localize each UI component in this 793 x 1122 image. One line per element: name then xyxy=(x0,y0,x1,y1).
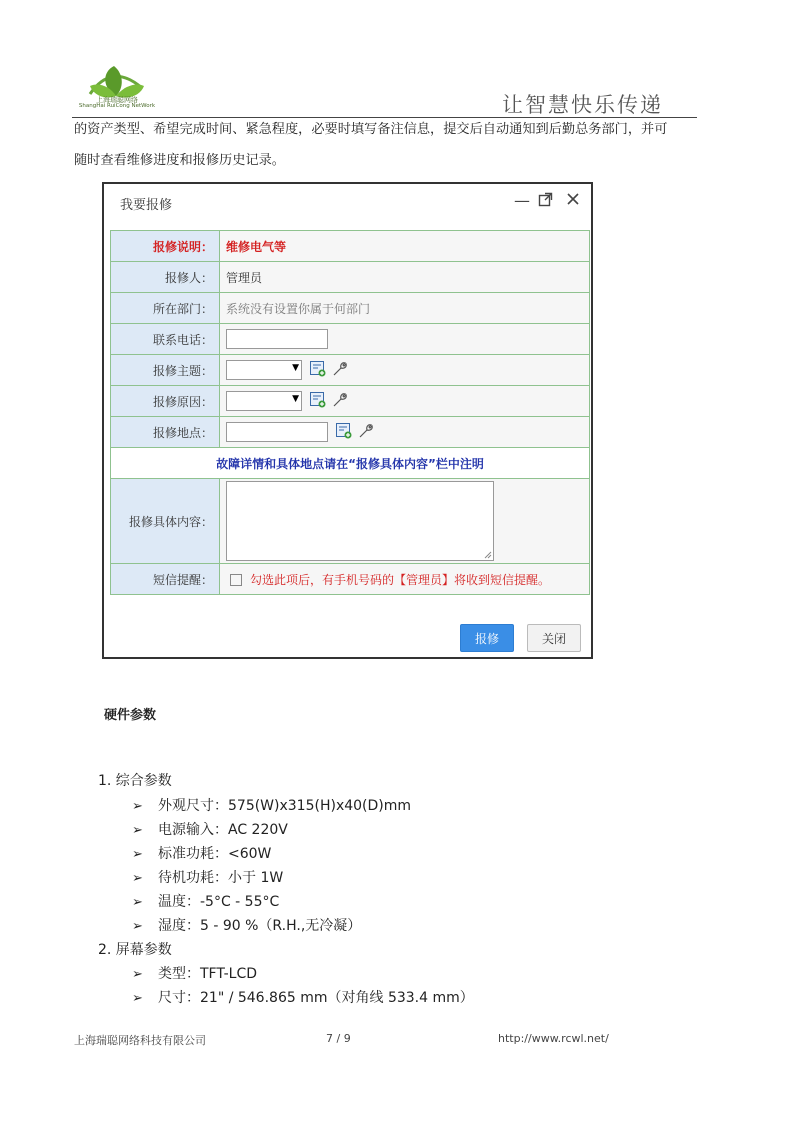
list-item: ➢ 温度：-5°C - 55°C xyxy=(132,894,280,910)
list-item: ➢ 类型：TFT-LCD xyxy=(132,966,258,982)
add-item-icon[interactable] xyxy=(310,392,326,411)
arrow-bullet-icon: ➢ xyxy=(132,799,143,814)
add-item-icon[interactable] xyxy=(336,423,352,442)
add-item-icon[interactable] xyxy=(310,361,326,380)
sms-label: 短信提醒： xyxy=(111,564,220,595)
department-value: 系统没有设置你属于何部门 xyxy=(220,293,590,324)
reporter-value: 管理员 xyxy=(220,262,590,293)
sms-checkbox[interactable] xyxy=(230,574,242,586)
subject-select[interactable]: ▼ xyxy=(226,360,302,380)
section-title-screen: 2. 屏幕参数 xyxy=(98,942,172,958)
arrow-bullet-icon: ➢ xyxy=(132,847,143,862)
list-item: ➢ 标准功耗：<60W xyxy=(132,846,272,862)
form-row-subject xyxy=(111,355,590,386)
form-row-location xyxy=(111,417,590,448)
list-item: ➢ 尺寸：21" / 546.865 mm（对角线 533.4 mm） xyxy=(132,990,474,1006)
reason-label: 报修原因： xyxy=(111,386,220,417)
wrench-icon[interactable] xyxy=(332,361,348,380)
arrow-bullet-icon: ➢ xyxy=(132,991,143,1006)
footer-page-number: 7 / 9 xyxy=(326,1032,351,1045)
location-label: 报修地点： xyxy=(111,417,220,448)
list-item: ➢ 待机功耗：小于 1W xyxy=(132,870,284,886)
logo-cn-text: 上海瑞聪网络 xyxy=(96,96,138,104)
sms-hint: 勾选此项后，有手机号码的【管理员】将收到短信提醒。 xyxy=(250,572,551,587)
list-item: ➢ 外观尺寸：575(W)x315(H)x40(D)mm xyxy=(132,798,412,814)
reason-select[interactable]: ▼ xyxy=(226,391,302,411)
phone-label: 联系电话： xyxy=(111,324,220,355)
notice-text: 故障详情和具体地点请在“报修具体内容”栏中注明 xyxy=(111,448,590,479)
form-row-notice xyxy=(111,448,590,479)
minimize-icon[interactable]: — xyxy=(514,191,530,210)
location-input[interactable] xyxy=(226,422,328,442)
repair-form xyxy=(110,230,590,595)
list-item: ➢ 电源输入：AC 220V xyxy=(132,822,288,838)
close-icon[interactable] xyxy=(566,192,580,210)
arrow-bullet-icon: ➢ xyxy=(132,871,143,886)
intro-line-2: 随时查看维修进度和报修历史记录。 xyxy=(74,153,285,168)
intro-line-1: 的资产类型、希望完成时间、紧急程度，必要时填写备注信息，提交后自动通知到后勤总务部门，并可 xyxy=(74,122,668,137)
description-label: 报修说明： xyxy=(111,231,220,262)
form-row-reason xyxy=(111,386,590,417)
form-row-phone xyxy=(111,324,590,355)
phone-input[interactable] xyxy=(226,329,328,349)
reporter-label: 报修人： xyxy=(111,262,220,293)
wrench-icon[interactable] xyxy=(332,392,348,411)
arrow-bullet-icon: ➢ xyxy=(132,967,143,982)
section-title-general: 1. 综合参数 xyxy=(98,773,172,789)
form-row-sms xyxy=(111,564,590,595)
form-row-content xyxy=(111,479,590,564)
form-row-reporter xyxy=(111,262,590,293)
close-button[interactable]: 关闭 xyxy=(527,624,581,652)
footer-company: 上海瑞聪网络科技有限公司 xyxy=(74,1034,206,1047)
footer-url[interactable]: http://www.rcwl.net/ xyxy=(498,1032,609,1045)
dialog-title: 我要报修 xyxy=(120,198,173,213)
slogan: 让智慧快乐传递 xyxy=(502,93,663,117)
arrow-bullet-icon: ➢ xyxy=(132,823,143,838)
subject-label: 报修主题： xyxy=(111,355,220,386)
list-item: ➢ 湿度：5 - 90 %（R.H.,无冷凝） xyxy=(132,918,362,934)
arrow-bullet-icon: ➢ xyxy=(132,895,143,910)
logo-en-text: ShangHai RuiCong NetWork xyxy=(78,103,156,109)
specs-heading: 硬件参数 xyxy=(104,708,157,723)
description-value: 维修电气等 xyxy=(220,231,590,262)
form-row-description xyxy=(111,231,590,262)
wrench-icon[interactable] xyxy=(358,423,374,442)
repair-dialog xyxy=(102,182,593,659)
content-label: 报修具体内容： xyxy=(111,479,220,564)
department-label: 所在部门： xyxy=(111,293,220,324)
content-textarea[interactable] xyxy=(226,481,494,561)
maximize-icon[interactable] xyxy=(538,192,553,211)
submit-repair-button[interactable]: 报修 xyxy=(460,624,514,652)
form-row-department xyxy=(111,293,590,324)
arrow-bullet-icon: ➢ xyxy=(132,919,143,934)
